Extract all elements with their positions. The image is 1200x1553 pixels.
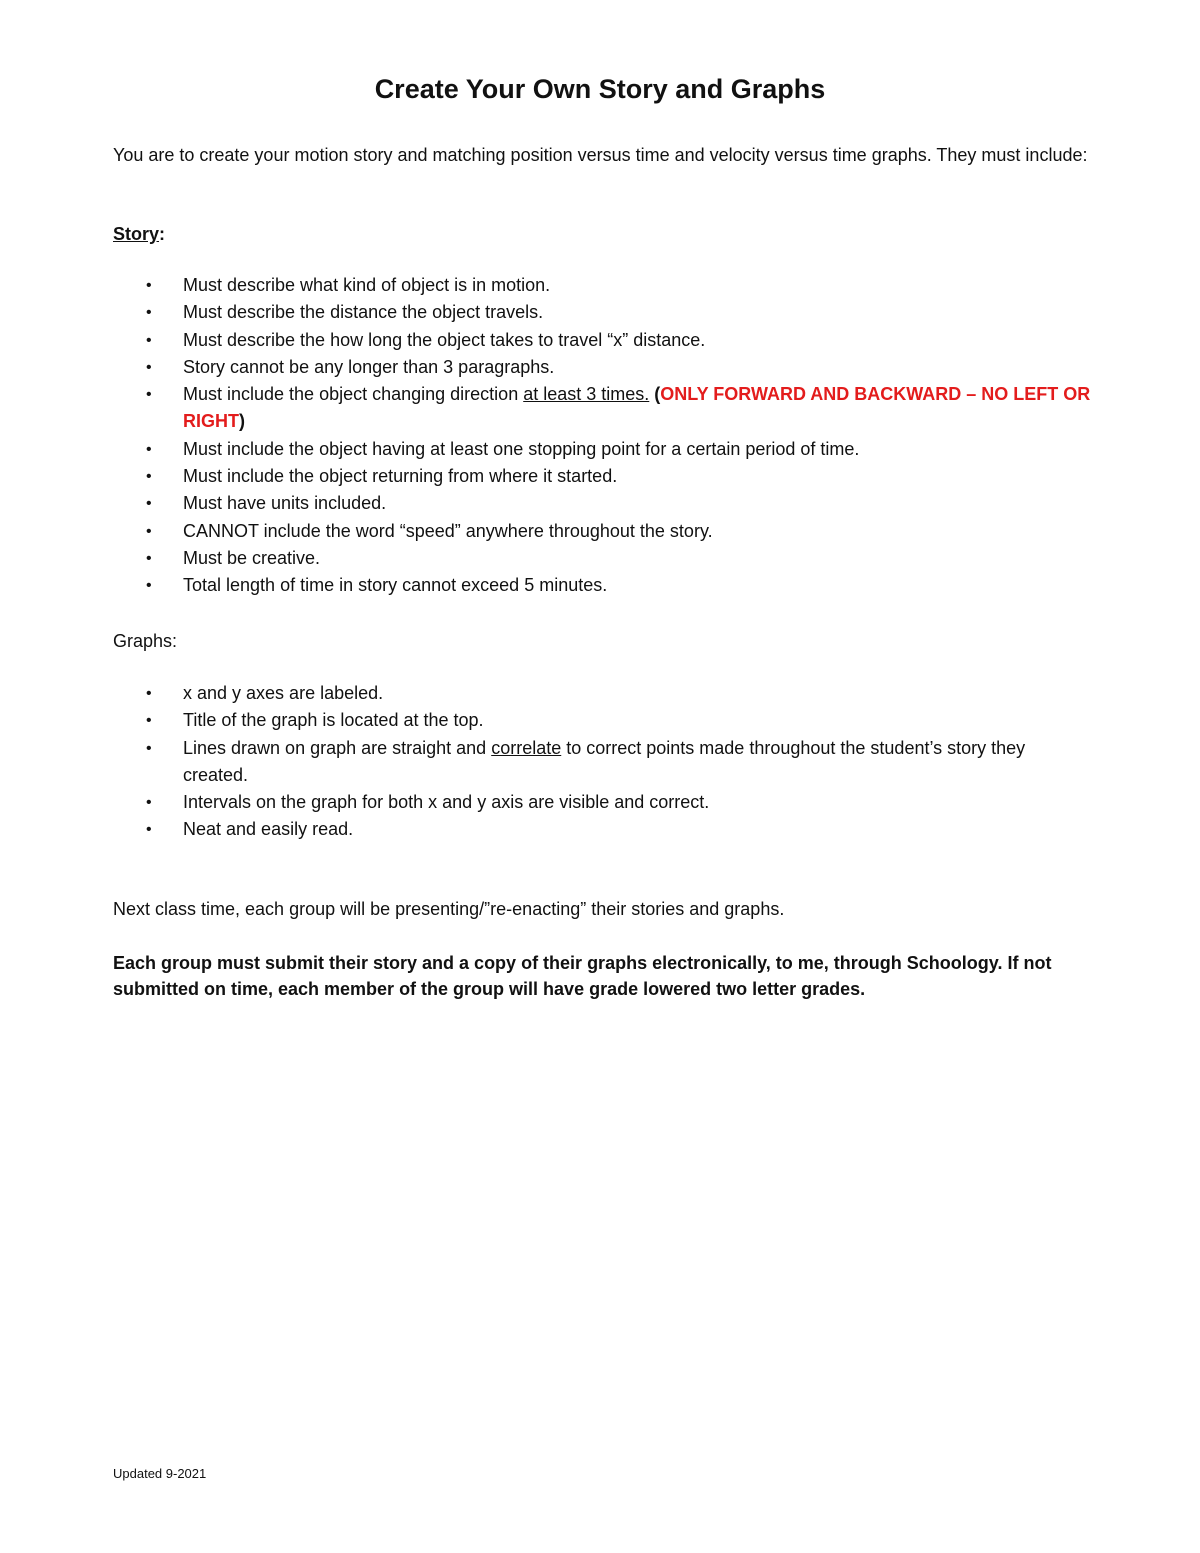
list-item-text: Lines drawn on graph are straight and [183, 737, 492, 758]
list-item-text: Must be creative. [183, 547, 321, 568]
list-item-text-end: to correct points made throughout the student’s story they created. [183, 737, 1026, 785]
bullet-icon: • [146, 522, 152, 540]
list-item [113, 490, 1093, 517]
graphs-heading: Graphs: [113, 631, 178, 651]
bullet-icon: • [146, 358, 152, 376]
story-requirements-list [113, 272, 1093, 600]
list-item-text: Must include the object returning from where it started. [183, 466, 618, 487]
list-item [113, 354, 1093, 381]
list-item-text: Story cannot be any longer than 3 paragraphs. [183, 356, 555, 377]
bullet-icon: • [146, 440, 152, 458]
bullet-icon: • [146, 495, 152, 513]
bullet-icon: • [146, 794, 152, 812]
story-heading [113, 221, 165, 248]
list-item-text: Must describe the distance the object travels. [183, 302, 544, 323]
list-item-text: Must describe what kind of object is in motion. [183, 275, 551, 295]
list-item-text: Title of the graph is located at the top. [183, 710, 484, 731]
list-item-text: Total length of time in story cannot exceed 5 minutes. [183, 575, 608, 596]
list-item [113, 463, 1093, 490]
bullet-icon: • [146, 685, 152, 702]
document-title: Create Your Own Story and Graphs [374, 74, 826, 104]
list-item-text: Must have units included. [183, 493, 387, 514]
list-item-text: x and y axes are labeled. [183, 683, 384, 703]
bullet-icon: • [146, 739, 152, 757]
list-item [113, 518, 1093, 545]
list-item [113, 680, 1093, 707]
submission-instructions: Each group must submit their story and a copy of their graphs electronically, to me, through Schoology. If not submitted on time, each member of the group will have grade lowered two letter grades. [113, 953, 1052, 999]
list-item [113, 272, 1093, 299]
paren-open: ( [649, 384, 661, 405]
underlined-phrase: at least 3 times. [523, 384, 650, 405]
list-item [113, 816, 1093, 843]
list-item-text: CANNOT include the word “speed” anywhere throughout the story. [183, 520, 713, 541]
list-item [113, 436, 1093, 463]
bullet-icon: • [146, 277, 152, 294]
list-item-text: Must describe the how long the object takes to travel “x” distance. [183, 329, 706, 350]
list-item [113, 299, 1093, 326]
list-item [113, 707, 1093, 734]
list-item [113, 327, 1093, 354]
list-item [113, 545, 1093, 572]
list-item [113, 789, 1093, 816]
direction-warning: ONLY FORWARD AND BACKWARD – NO LEFT OR RIGHT [183, 384, 1091, 432]
bullet-icon: • [146, 331, 152, 349]
bullet-icon: • [146, 549, 152, 567]
paren-close: ) [239, 411, 245, 432]
list-item [113, 735, 1093, 790]
list-item-text: Must include the object having at least one stopping point for a certain period of time. [183, 438, 860, 459]
bullet-icon: • [146, 468, 152, 486]
underlined-word: correlate [491, 737, 562, 758]
bullet-icon: • [146, 821, 152, 839]
next-class-note: Next class time, each group will be presenting/”re-enacting” their stories and graphs. [113, 899, 785, 919]
bullet-icon: • [146, 386, 152, 404]
list-item-text: Must include the object changing direction [183, 384, 524, 405]
updated-footer: Updated 9-2021 [113, 1466, 207, 1481]
story-heading-colon: : [159, 224, 166, 244]
bullet-icon: • [146, 304, 152, 322]
list-item-text: Intervals on the graph for both x and y axis are visible and correct. [183, 792, 710, 813]
bullet-icon: • [146, 577, 152, 595]
bullet-icon: • [146, 712, 152, 730]
list-item [113, 381, 1093, 436]
story-heading-label: Story [113, 224, 160, 244]
graph-requirements-list [113, 680, 1093, 844]
intro-paragraph: You are to create your motion story and matching position versus time and velocity versus time graphs. They must include: [113, 145, 1088, 165]
list-item [113, 572, 1093, 599]
list-item-text: Neat and easily read. [183, 819, 354, 840]
